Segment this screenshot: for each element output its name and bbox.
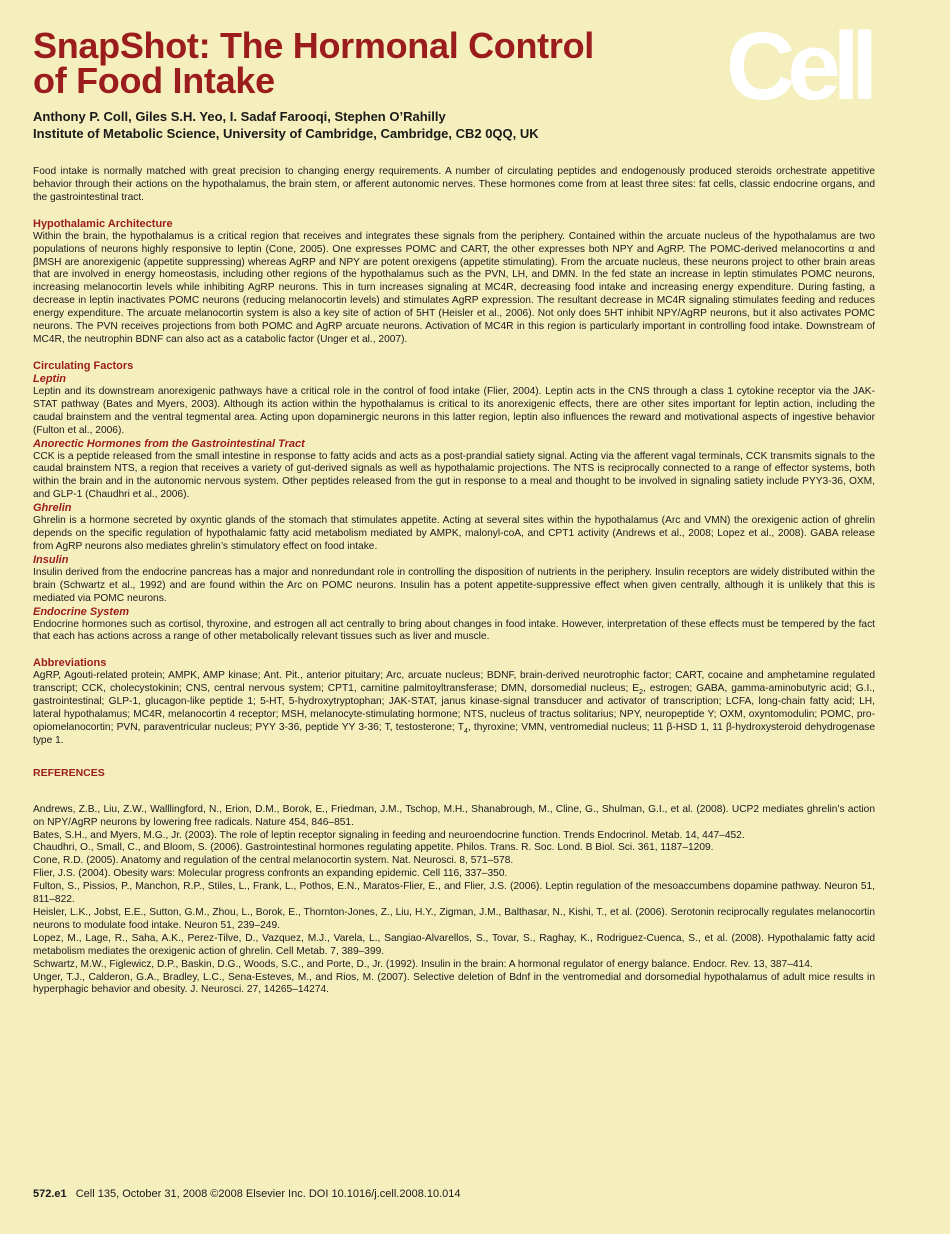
ghrelin-paragraph: Ghrelin is a hormone secreted by oxyntic glands of the stomach that stimulates appetite. Acting at several sites within the hypothalamus (Arc and VMN) the orexigenic action of ghrelin depends on the specific regulation of hypothalamic fatty acid metabolism mediated by AMPK, malonyl-coA, and CPT1 activity (Andrews et al., 2008; Lopez et al., 2008). GABA release from AgRP neurons also mediates ghrelin’s stimulatory effect on food intake. bbox=[33, 515, 875, 552]
references-heading: REFERENCES bbox=[33, 766, 105, 779]
abbreviations-paragraph bbox=[33, 670, 875, 747]
intro-paragraph: Food intake is normally matched with great precision to changing energy requirements. A number of circulating peptides and endogenously produced steroids orchestrate appetitive behavior through their actions on the hypothalamus, the brain stem, or afferent autonomic nerves. These hormones come from at least three sites: fat cells, classic endocrine organs, and the gastrointestinal tract. bbox=[33, 166, 875, 203]
circulating-heading: Circulating Factors bbox=[33, 359, 134, 372]
page-footer bbox=[33, 1188, 461, 1200]
citation: Cell 135, October 31, 2008 ©2008 Elsevier Inc. DOI 10.1016/j.cell.2008.10.014 bbox=[75, 1188, 461, 1200]
abbreviations-heading: Abbreviations bbox=[33, 657, 107, 670]
reference-item: Unger, T.J., Calderon, G.A., Bradley, L.C., Sena-Esteves, M., and Rios, M. (2007). Selective deletion of Bdnf in the ventromedial and dorsomedial hypothalamus of adult mice results in hyperphagic behavior and obesity. J. Neurosci. 27, 14265–14274. bbox=[33, 971, 875, 996]
title-line-2: of Food Intake bbox=[33, 60, 275, 101]
ghrelin-heading: Ghrelin bbox=[33, 502, 72, 515]
leptin-heading: Leptin bbox=[33, 372, 66, 385]
title-line-1: SnapShot: The Hormonal Control bbox=[33, 25, 594, 66]
hypothalamic-heading: Hypothalamic Architecture bbox=[33, 217, 173, 230]
abbr-part-c: , thyroxine; VMN, ventromedial nucleus; 11 β-HSD 1, 11 β-hydroxysteroid dehydrogenase type 1. bbox=[33, 722, 875, 746]
authors: Anthony P. Coll, Giles S.H. Yeo, I. Sadaf Farooqi, Stephen O’Rahilly bbox=[33, 109, 446, 124]
cell-logo: Cell bbox=[726, 13, 871, 120]
leptin-paragraph: Leptin and its downstream anorexigenic pathways have a critical role in the control of food intake (Flier, 2004). Leptin acts in the CNS through a class 1 cytokine receptor via the JAK-STAT pathway (Bates and Myers, 2003). Although its action within the hypothalamus is critical to its anorexigenic effects, there are other sites important for leptin action, including the caudal brainstem and the ventral tegmental area. Acting upon dopaminergic neurons in this latter region, leptin also influences the reward and motivational aspects of ingestive behavior (Fulton et al., 2006). bbox=[33, 385, 875, 436]
abbr-sub-a: 2 bbox=[639, 689, 643, 697]
reference-item: Flier, J.S. (2004). Obesity wars: Molecular progress confronts an expanding epidemic. Cell 116, 337–350. bbox=[33, 868, 508, 880]
reference-item: Chaudhri, O., Small, C., and Bloom, S. (2006). Gastrointestinal hormones regulating appetite. Philos. Trans. R. Soc. Lond. B Biol. Sci. 361, 1187–1209. bbox=[33, 842, 714, 854]
page-number: 572.e1 bbox=[33, 1188, 67, 1200]
article-body bbox=[33, 166, 875, 997]
reference-item: Bates, S.H., and Myers, M.G., Jr. (2003). The role of leptin receptor signaling in feeding and neuroendocrine function. Trends Endocrinol. Metab. 14, 447–452. bbox=[33, 829, 745, 841]
page-title bbox=[33, 25, 713, 101]
reference-item: Fulton, S., Pissios, P., Manchon, R.P., Stiles, L., Frank, L., Pothos, E.N., Maratos-Flier, E., and Flier, J.S. (2006). Leptin regulation of the mesoaccumbens dopamine pathway. Neuron 51, 811–822. bbox=[33, 881, 875, 906]
reference-list bbox=[33, 804, 875, 998]
insulin-paragraph: Insulin derived from the endocrine pancreas has a major and nonredundant role in controlling the disposition of nutrients in the periphery. Insulin receptors are widely distributed within the brain (Schwartz et al., 1992) and are found within the Arc on POMC neurons. Insulin has a potent appetite-suppressive effect when given centrally, although it is unlikely that this is mediated via POMC neurons. bbox=[33, 566, 875, 604]
reference-item: Cone, R.D. (2005). Anatomy and regulation of the central melanocortin system. Nat. Neurosci. 8, 571–578. bbox=[33, 855, 514, 867]
endocrine-heading: Endocrine System bbox=[33, 605, 129, 618]
abbr-part-a: AgRP, Agouti-related protein; AMPK, AMP kinase; Ant. Pit., anterior pituitary; Arc, arcuate nucleus; BDNF, brain-derived neurotrophic factor; CART, cocaine and amphetamine regulated transcript; CCK, cholecystokinin; CNS, central nervous system; CPT1, carnitine palmitoyltransferase; DMN, dorsomedial nucleus; E bbox=[33, 670, 875, 695]
hypothalamic-paragraph: Within the brain, the hypothalamus is a critical region that receives and integrates these signals from the periphery. Contained within the arcuate nucleus of the hypothalamus are two populations of neurons highly responsive to leptin (Cone, 2005). One expresses POMC and CART, the other expresses both NPY and AgRP. The POMC-derived melanocortins α and βMSH are anorexigenic (appetite suppressing) whereas AgRP and NPY are potent orexigens (appetite stimulating). From the arcuate nucleus, these neurons project to other brain areas that are involved in energy homeostasis, including other regions of the hypothalamus such as the PVN, LH, and DMN. In the fed state an increase in leptin stimulates POMC neurons, increasing melanocortin levels while inhibiting AgRP neurons. This in turn increases signaling at MC4R, decreasing food intake and increasing energy expenditure. During fasting, a decrease in leptin inactivates POMC neurons (reducing melanocortin levels) and stimulates AgRP expression. The resultant decrease in MC4R signaling stimulates feeding and reduces energy expenditure. The arcuate melanocortin system is also a key site of action of 5HT (Heisler et al., 2006). Not only does 5HT inhibit NPY/AgRP neurons, but it also activates POMC neurons. The PVN receives projections from both POMC and AgRP arcuate neurons. Activation of MC4R in this region is particularly important in controlling food intake. Downstream of MC4R, the neutrophin BDNF can also act as a catabolic factor (Unger et al., 2007). bbox=[33, 230, 875, 345]
reference-item: Heisler, L.K., Jobst, E.E., Sutton, G.M., Zhou, L., Borok, E., Thornton-Jones, Z., Liu, H.Y., Zigman, J.M., Balthasar, N., Kishi, T., et al. (2006). Serotonin reciprocally regulates melanocortin neurons to modulate food intake. Neuron 51, 239–249. bbox=[33, 906, 875, 931]
abbr-sub-b: 4 bbox=[463, 728, 468, 736]
insulin-heading: Insulin bbox=[33, 553, 69, 566]
institute: Institute of Metabolic Science, University of Cambridge, Cambridge, CB2 0QQ, UK bbox=[33, 126, 539, 141]
reference-item: Schwartz, M.W., Figlewicz, D.P., Baskin, D.G., Woods, S.C., and Porte, D., Jr. (1992). Insulin in the brain: A hormonal regulator of energy balance. Endocr. Rev. 13, 387–414. bbox=[33, 958, 813, 970]
reference-item: Andrews, Z.B., Liu, Z.W., Walllingford, N., Erion, D.M., Borok, E., Friedman, J.M., Tschop, M.H., Shanabrough, M., Cline, G., Shulman, G.I., et al. (2008). UCP2 mediates ghrelin’s action on NPY/AgRP neurons by lowering free radicals. Nature 454, 846–851. bbox=[33, 803, 875, 828]
reference-item: Lopez, M., Lage, R., Saha, A.K., Perez-Tilve, D., Vazquez, M.J., Varela, L., Sangiao-Alvarellos, S., Tovar, S., Raghay, K., Rodriguez-Cuenca, S., et al. (2008). Hypothalamic fatty acid metabolism mediates the orexigenic action of ghrelin. Cell Metab. 7, 389–399. bbox=[33, 932, 875, 957]
endocrine-paragraph: Endocrine hormones such as cortisol, thyroxine, and estrogen all act centrally to bring about changes in food intake. However, interpretation of these effects must be tempered by the fact that each has actions across a range of other metabolically relevant tissues such as liver and muscle. bbox=[33, 618, 875, 643]
anorectic-heading: Anorectic Hormones from the Gastrointestinal Tract bbox=[33, 437, 305, 450]
anorectic-paragraph: CCK is a peptide released from the small intestine in response to fatty acids and acts as a post-prandial satiety signal. Acting via the afferent vagal terminals, CCK transmits signals to the caudal brainstem NTS, a region that receives a variety of gut-derived signals as well as hypothalamic projections. The NTS is reciprocally connected to a range of effector systems, both within the brain and in the autonomic nervous system. Other peptides released from the gut in response to a meal and thought to be involved in signaling satiety include PYY3-36, OXM, and GLP-1 (Chaudhri et al., 2006). bbox=[33, 450, 875, 501]
abbr-part-b: , estrogen; GABA, gamma-aminobutyric acid; G.I., gastrointestinal; GLP-1, glucagon-like peptide 1; 5-HT, 5-hydroxytryptophan; JAK-STAT, janus kinase-signal transducer and activator of transcription; LCFA, long-chain fatty acid; LH, lateral hypothalamus; MC4R, melanocortin 4 receptor; MSH, melanocyte-stimulating hormone; NTS, nucleus of tractus solitarius; NPY, neuropeptide Y; OXM, oxyntomodulin; POMC, pro-opiomelanocortin; PVN, paraventricular nucleus; PYY 3-36, peptide YY 3-36; T, testosterone; T bbox=[33, 683, 875, 733]
